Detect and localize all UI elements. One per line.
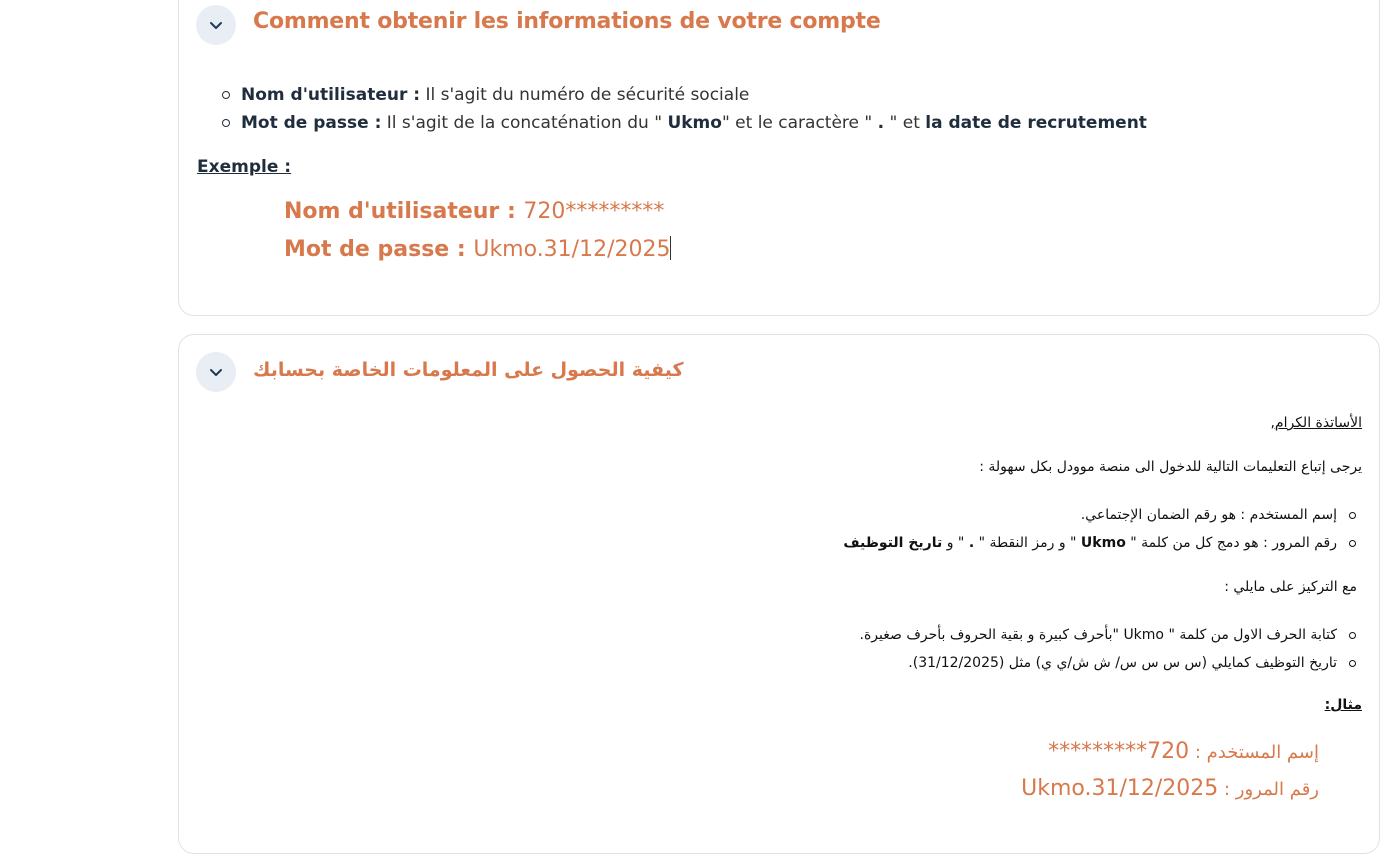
credentials-list-fr — [219, 81, 1147, 137]
list-item: إسم المستخدم : هو رقم الضمان الإجتماعي. — [843, 501, 1362, 529]
example-heading: Exemple : — [197, 157, 292, 177]
account-info-section-fr — [178, 0, 1380, 316]
focus-heading: مع التركيز على مايلي : — [1224, 579, 1357, 595]
example-username-label: إسم المستخدم : — [1189, 742, 1319, 763]
list-item — [219, 81, 1147, 109]
password-description-1: رقم المرور : هو دمج كل من كلمة " — [1125, 535, 1337, 551]
recruitment-date-keyword: la date de recrutement — [925, 113, 1147, 133]
chevron-down-icon — [208, 364, 224, 380]
example-username — [284, 199, 664, 224]
account-info-section-ar — [178, 334, 1380, 854]
username-description: Il s'agit du numéro de sécurité sociale — [420, 85, 750, 105]
recruitment-date-keyword: تاريخ التوظيف — [843, 535, 943, 551]
focus-list — [860, 621, 1362, 677]
section-title-ar[interactable]: كيفية الحصول على المعلومات الخاصة بحسابك — [253, 359, 684, 381]
password-description-1: Il s'agit de la concaténation du " — [381, 113, 668, 133]
example-username-value: 720********* — [1048, 739, 1190, 764]
example-username-label: Nom d'utilisateur : — [284, 199, 524, 224]
credentials-list-ar — [843, 501, 1362, 557]
username-label: Nom d'utilisateur : — [241, 85, 421, 105]
intro-text: يرجى إتباع التعليمات التالية للدخول الى منصة موودل بكل سهولة : — [979, 459, 1362, 475]
example-username-ar — [1048, 739, 1319, 764]
greeting: الأساتذة الكرام, — [1270, 415, 1362, 431]
chevron-down-icon — [208, 17, 224, 33]
example-password-value: Ukmo.31/12/2025 — [473, 237, 671, 262]
text-cursor — [670, 236, 671, 260]
example-password — [284, 236, 671, 262]
collapse-toggle-ar[interactable] — [196, 352, 236, 392]
list-item — [843, 529, 1362, 557]
password-label: Mot de passe : — [241, 113, 382, 133]
section-title-fr[interactable]: Comment obtenir les informations de votre compte — [253, 9, 881, 34]
password-description-2: " و رمز النقطة " — [974, 535, 1081, 551]
example-password-value: Ukmo.31/12/2025 — [1021, 776, 1219, 801]
password-description-3: " et — [884, 113, 926, 133]
example-password-label: رقم المرور : — [1218, 779, 1319, 800]
collapse-toggle-fr[interactable] — [196, 5, 236, 45]
example-username-value: 720********* — [523, 199, 665, 224]
dot-character: . — [877, 113, 885, 133]
list-item: تاريخ التوظيف كمايلي (س س س س/ ش ش/ي ي) مثل (31/12/2025). — [860, 649, 1362, 677]
example-password-label: Mot de passe : — [284, 237, 474, 262]
dot-character: . — [968, 535, 975, 551]
example-heading-ar: مثال: — [1324, 697, 1362, 713]
list-item — [219, 109, 1147, 137]
ukmo-keyword: Ukmo — [1080, 535, 1126, 551]
example-password-ar — [1021, 776, 1319, 801]
list-item: كتابة الحرف الاول من كلمة " Ukmo "بأحرف كبيرة و بقية الحروف بأحرف صغيرة. — [860, 621, 1362, 649]
ukmo-keyword: Ukmo — [667, 113, 722, 133]
password-description-3: " و — [942, 535, 969, 551]
password-description-2: " et le caractère " — [721, 113, 878, 133]
